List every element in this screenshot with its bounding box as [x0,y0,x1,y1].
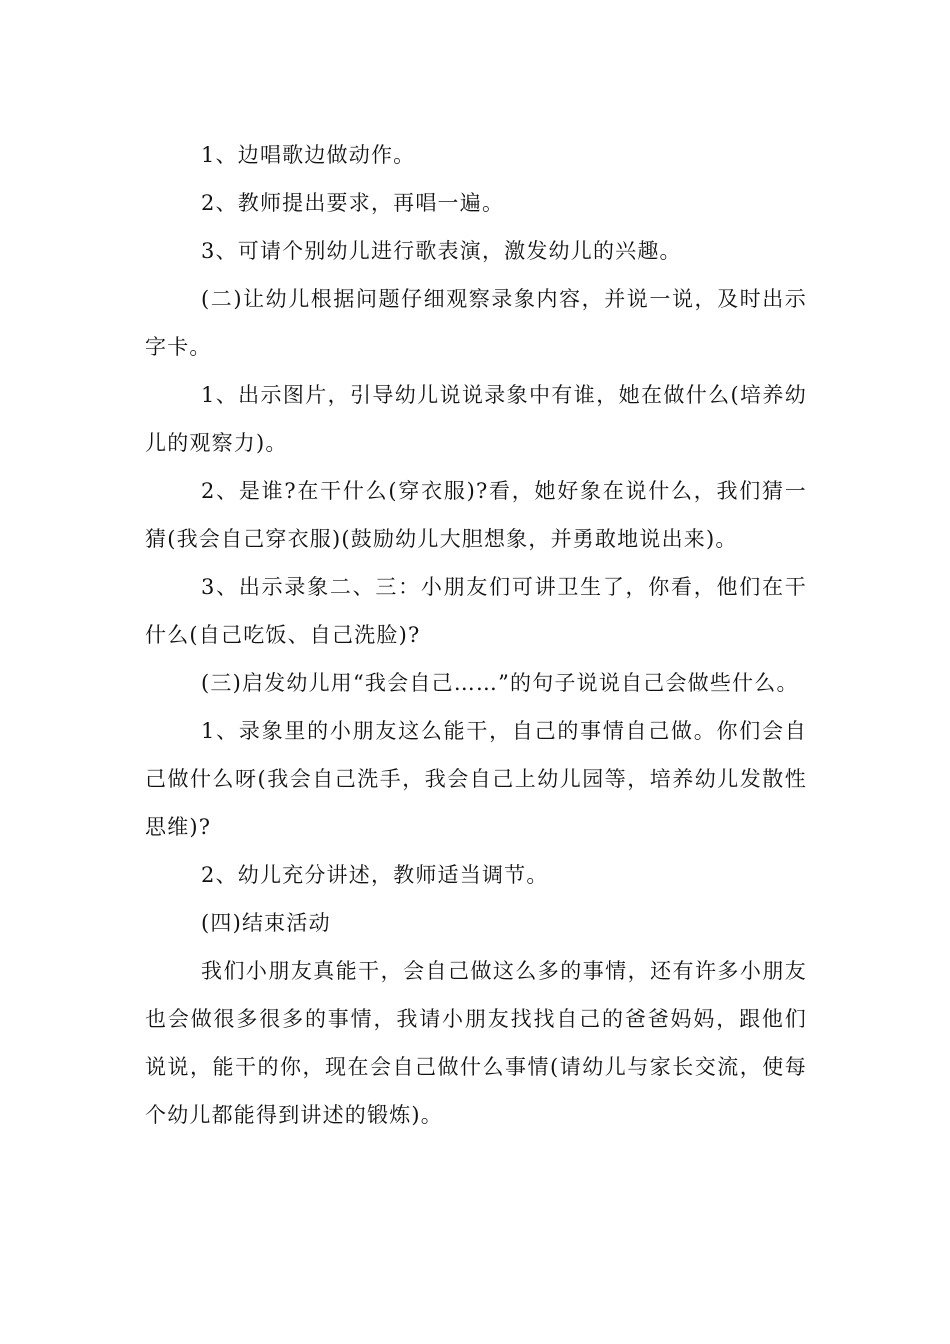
paragraph: 3、可请个别幼儿进行歌表演，激发幼儿的兴趣。 [201,239,682,263]
paragraph: 2、幼儿充分讲述，教师适当调节。 [201,863,549,887]
section-heading: (三)启发幼儿用“我会自己……”的句子说说自己会做些什么。 [201,671,799,695]
paragraph: 我们小朋友真能干，会自己做这么多的事情，还有许多小朋友也会做很多很多的事情，我请小朋友找找自己的爸爸妈妈，跟他们说说，能干的你，现在会自己做什么事情(请幼儿与家长交流，使每个幼儿都能得到讲述的锻炼)。 [145,959,807,1127]
section-heading: (四)结束活动 [201,911,331,935]
paragraph: 2、教师提出要求，再唱一遍。 [201,191,505,215]
section-heading: (二)让幼儿根据问题仔细观察录象内容，并说一说，及时出示字卡。 [145,287,807,359]
paragraph: 2、是谁?在干什么(穿衣服)?看，她好象在说什么，我们猜一猜(我会自己穿衣服)(鼓励幼儿大胆想象，并勇敢地说出来)。 [145,479,807,551]
paragraph: 3、出示录象二、三：小朋友们可讲卫生了，你看，他们在干什么(自己吃饭、自己洗脸)? [145,575,807,647]
paragraph: 1、边唱歌边做动作。 [201,143,416,167]
document-body [145,131,807,1139]
paragraph: 1、录象里的小朋友这么能干，自己的事情自己做。你们会自己做什么呀(我会自己洗手，我会自己上幼儿园等，培养幼儿发散性思维)? [145,719,807,839]
paragraph: 1、出示图片，引导幼儿说说录象中有谁，她在做什么(培养幼儿的观察力)。 [145,383,807,455]
